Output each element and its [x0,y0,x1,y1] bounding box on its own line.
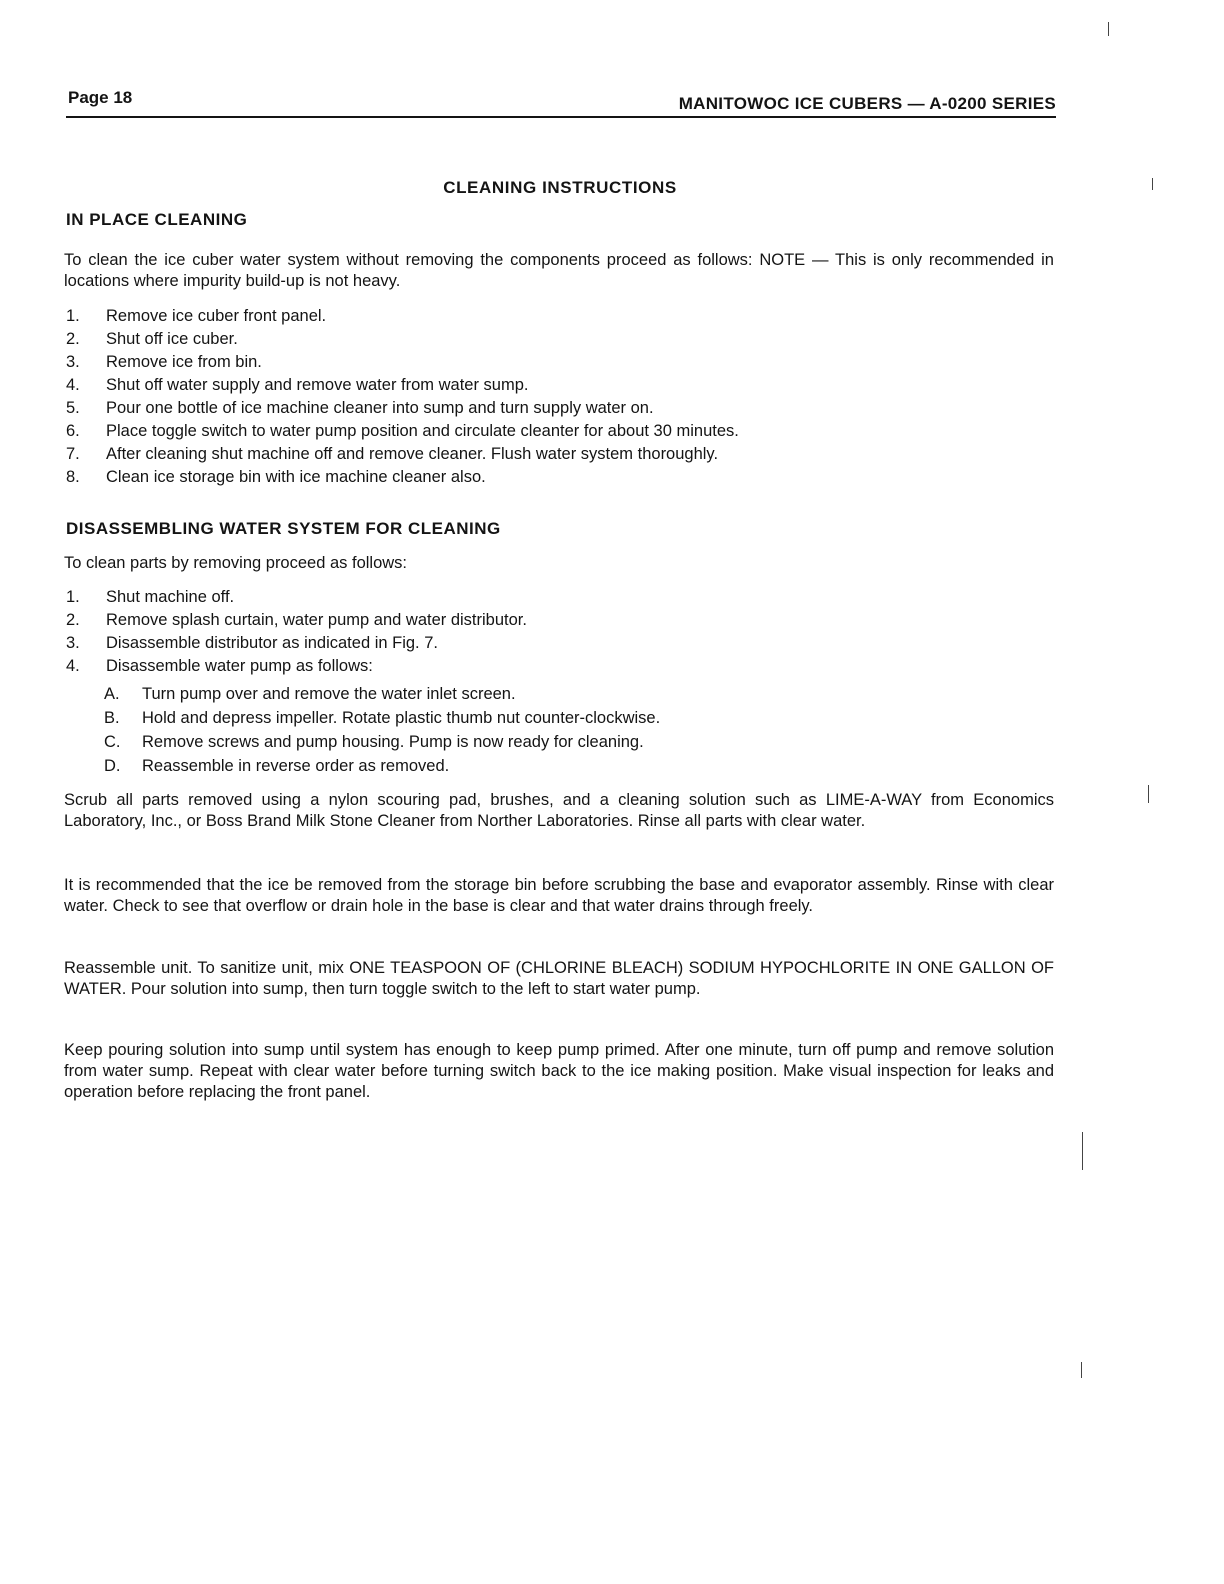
list-item: 3. Remove ice from bin. [66,353,262,371]
keep-pouring-paragraph: Keep pouring solution into sump until system has enough to keep pump primed. After one minute, turn off pump and remove solution from water sump. Repeat with clear water before turning switch back to the ice making position. Make visual inspection for leaks and operation before replacing the front panel. [64,1041,1054,1101]
list-item: B. Hold and depress impeller. Rotate plastic thumb nut counter-clockwise. [104,709,661,727]
list-item: 8. Clean ice storage bin with ice machine cleaner also. [66,468,486,486]
page-number: Page 18 [68,88,133,107]
list-item: 6. Place toggle switch to water pump position and circulate cleanter for about 30 minutes. [66,422,739,440]
list-item: 3. Disassemble distributor as indicated in Fig. 7. [66,634,438,652]
list-item: 5. Pour one bottle of ice machine cleaner into sump and turn supply water on. [66,399,654,417]
list-item: C. Remove screws and pump housing. Pump is now ready for cleaning. [104,733,644,751]
list-item: 1. Remove ice cuber front panel. [66,307,327,325]
disassembling-heading: DISASSEMBLING WATER SYSTEM FOR CLEANING [66,519,501,538]
scan-mark [1108,22,1109,36]
list-item: 1. Shut machine off. [66,588,235,606]
list-item: 4. Shut off water supply and remove water from water sump. [66,376,529,394]
disassembling-intro: To clean parts by removing proceed as follows: [64,554,408,572]
in-place-intro: To clean the ice cuber water system without removing the components proceed as follows: NOTE — This is only recommended in locations where impurity build-up is not heavy. [64,251,1054,290]
list-item: 2. Remove splash curtain, water pump and water distributor. [66,611,527,629]
list-item: D. Reassemble in reverse order as removed. [104,757,450,775]
list-item: A. Turn pump over and remove the water inlet screen. [104,685,516,703]
in-place-steps [66,305,739,489]
scan-mark [1152,178,1153,190]
scan-mark [1148,785,1149,803]
in-place-cleaning-heading: IN PLACE CLEANING [66,210,248,229]
scan-mark [1081,1362,1082,1378]
scrub-paragraph: Scrub all parts removed using a nylon scouring pad, brushes, and a cleaning solution such as LIME-A-WAY from Economics Laboratory, Inc., or Boss Brand Milk Stone Cleaner from Norther Laboratories. Rinse all parts with clear water. [64,791,1054,830]
series-title: MANITOWOC ICE CUBERS — A-0200 SERIES [678,94,1056,113]
scan-mark [1082,1132,1083,1170]
sanitize-paragraph: Reassemble unit. To sanitize unit, mix ONE TEASPOON OF (CHLORINE BLEACH) SODIUM HYPOCHLORITE IN ONE GALLON OF WATER. Pour solution into sump, then turn toggle switch to the left to start water pump. [64,959,1054,998]
list-item: 2. Shut off ice cuber. [66,330,238,348]
pump-substeps [104,682,660,778]
disassembling-steps [66,586,527,678]
page-title: CLEANING INSTRUCTIONS [443,178,677,197]
page-header [66,86,1056,118]
list-item: 4. Disassemble water pump as follows: [66,657,373,675]
list-item: 7. After cleaning shut machine off and remove cleaner. Flush water system thoroughly. [66,445,719,463]
remove-ice-paragraph: It is recommended that the ice be removed from the storage bin before scrubbing the base and evaporator assembly. Rinse with clear water. Check to see that overflow or drain hole in the base is clear and that water drains through freely. [64,876,1054,915]
